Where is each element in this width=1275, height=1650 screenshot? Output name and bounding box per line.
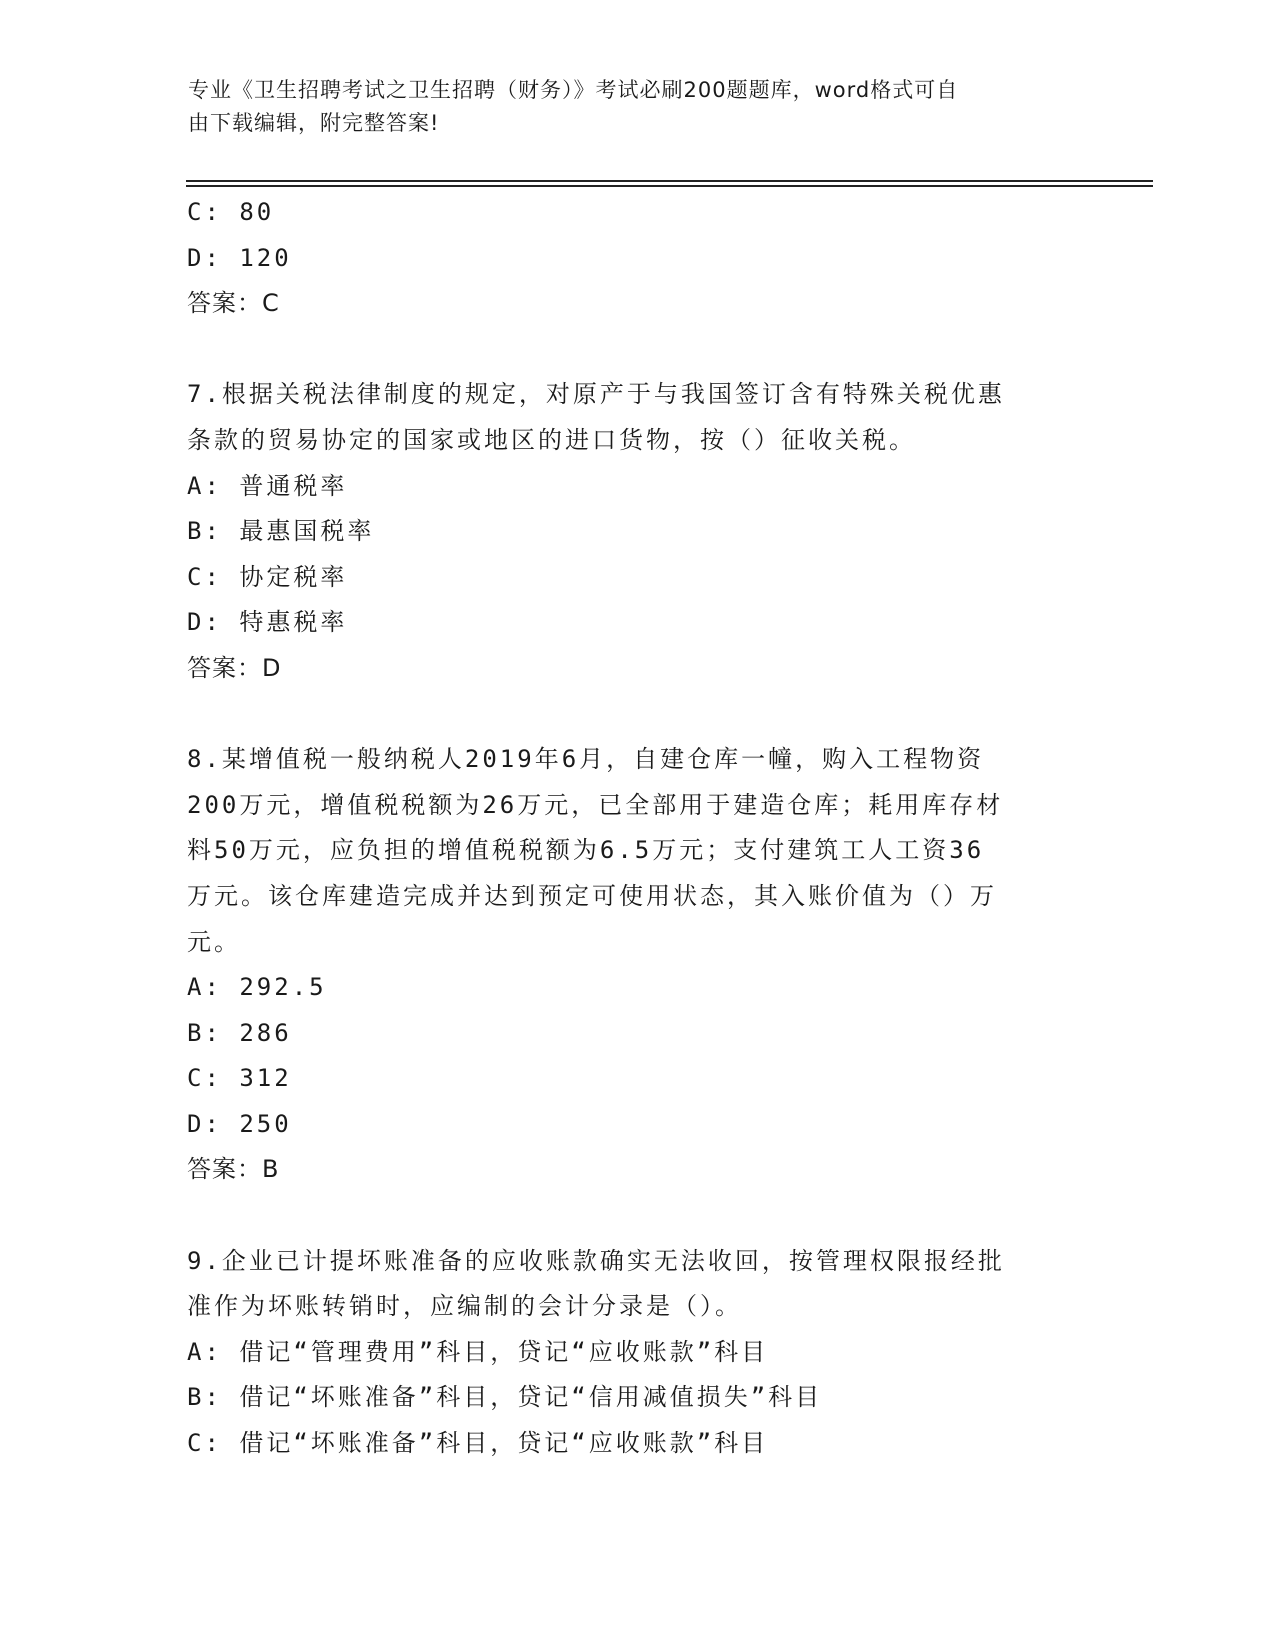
question-text-line: 条款的贸易协定的国家或地区的进口货物，按（）征收关税。 <box>187 425 916 454</box>
question-text-line: 准作为坏账转销时，应编制的会计分录是（）。 <box>187 1292 742 1321</box>
question-9 <box>187 1239 1067 1467</box>
question-text-line: 8.某增值税一般纳税人2019年6月，自建仓库一幢，购入工程物资 <box>187 745 985 774</box>
question-content <box>187 190 1067 1467</box>
option-d: D: 特惠税率 <box>187 608 348 637</box>
option-a: A: 借记“管理费用”科目，贷记“应收账款”科目 <box>187 1337 769 1366</box>
question-text-line: 200万元，增值税税额为26万元，已全部用于建造仓库；耗用库存材 <box>187 790 1004 819</box>
question-6-tail <box>187 190 1067 327</box>
question-7 <box>187 372 1067 691</box>
option-b: B: 最惠国税率 <box>187 517 375 546</box>
spacer <box>187 327 1067 373</box>
answer-label: 答案：D <box>187 653 282 682</box>
question-text-line: 万元。该仓库建造完成并达到预定可使用状态，其入账价值为（）万 <box>187 881 997 910</box>
answer-label: 答案：C <box>187 289 280 318</box>
page-header <box>188 74 1088 140</box>
question-text-line: 9.企业已计提坏账准备的应收账款确实无法收回，按管理权限报经批 <box>187 1246 1005 1275</box>
answer-label: 答案：B <box>187 1155 280 1184</box>
option-a: A: 普通税率 <box>187 471 348 500</box>
option-c: C: 312 <box>187 1064 292 1093</box>
header-rule-top <box>186 180 1153 182</box>
header-title-line-2: 由下载编辑，附完整答案! <box>188 111 440 135</box>
question-text-line: 料50万元，应负担的增值税税额为6.5万元；支付建筑工人工资36 <box>187 836 985 865</box>
option-b: B: 借记“坏账准备”科目，贷记“信用减值损失”科目 <box>187 1383 823 1412</box>
question-8 <box>187 737 1067 1193</box>
question-text-line: 元。 <box>187 927 241 956</box>
option-c: C: 80 <box>187 198 275 226</box>
spacer <box>187 1193 1067 1239</box>
option-a: A: 292.5 <box>187 973 327 1002</box>
question-text-line: 7.根据关税法律制度的规定，对原产于与我国签订含有特殊关税优惠 <box>187 380 1005 409</box>
spacer <box>187 692 1067 738</box>
option-c: C: 协定税率 <box>187 562 348 591</box>
option-c: C: 借记“坏账准备”科目，贷记“应收账款”科目 <box>187 1429 769 1458</box>
header-title-line-1: 专业《卫生招聘考试之卫生招聘（财务）》考试必刷200题题库，word格式可自 <box>188 78 959 102</box>
option-b: B: 286 <box>187 1018 292 1047</box>
option-d: D: 120 <box>187 243 292 272</box>
option-d: D: 250 <box>187 1109 292 1138</box>
header-rule-bottom <box>186 185 1153 187</box>
